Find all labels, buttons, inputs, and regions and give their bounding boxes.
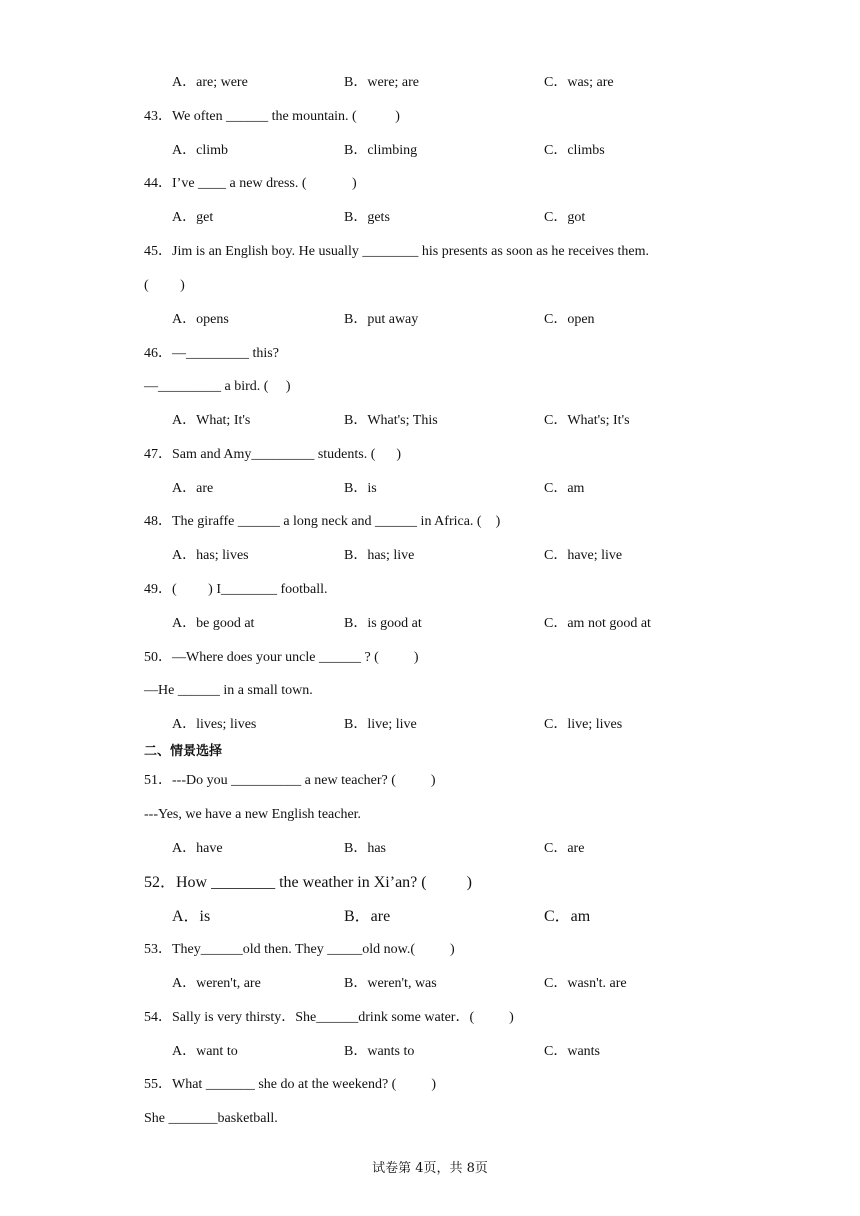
option-a: A．climb [172,143,228,158]
option-b: B．has [344,841,386,856]
question-text: 47．Sam and Amy_________ students. ( ) [144,447,402,462]
option-a: A．are [172,481,214,496]
question-text: 49．( ) I________ football. [144,582,328,597]
option-b: B．is good at [344,616,422,631]
option-a: A．have [172,841,223,856]
question-text: 54．Sally is very thirsty．She______drink some water．( ) [144,1010,514,1025]
question-text: 51．---Do you __________ a new teacher? ( ) [144,773,436,788]
question-text: 50．—Where does your uncle ______ ? ( ) [144,650,419,665]
answer-options [0,907,860,925]
question-text: 53．They______old then. They _____old now.( ) [144,942,455,957]
answer-options [0,840,860,858]
option-a: A．has; lives [172,548,249,563]
option-c: C．What's; It's [544,413,630,428]
option-c: C．am [544,908,591,925]
question-text: 48．The giraffe ______ a long neck and ______ in Africa. ( ) [144,514,501,529]
question-text: 45．Jim is an English boy. He usually ________ his presents as soon as he receives them. [144,244,649,259]
option-a: A．opens [172,312,229,327]
option-c: C．was; are [544,75,614,90]
option-c: C．have; live [544,548,623,563]
option-c: C．climbs [544,143,605,158]
answer-options [0,209,860,227]
option-c: C．wasn't. are [544,976,627,991]
answer-options [0,74,860,92]
question-text: —He ______ in a small town. [144,683,313,698]
answer-options [0,311,860,329]
answer-options [0,975,860,993]
option-a: A．get [172,210,214,225]
option-a: A．weren't, are [172,976,261,991]
answer-options [0,412,860,430]
option-b: B．wants to [344,1044,415,1059]
question-text: 43．We often ______ the mountain. ( ) [144,109,400,124]
option-c: C．are [544,841,585,856]
option-a: A．be good at [172,616,255,631]
question-text: 55．What _______ she do at the weekend? ( ) [144,1077,436,1092]
question-text: —_________ a bird. ( ) [144,379,291,394]
option-b: B．What's; This [344,413,438,428]
question-text: 52．How ________ the weather in Xi’an? ( ) [144,874,472,891]
option-c: C．am not good at [544,616,651,631]
page-footer: 试卷第 4页，共 8页 [372,1161,488,1176]
option-b: B．put away [344,312,419,327]
answer-options [0,547,860,565]
option-c: C．live; lives [544,717,623,732]
option-b: B．are [344,908,391,925]
option-c: C．wants [544,1044,600,1059]
question-text: ---Yes, we have a new English teacher. [144,807,362,822]
option-a: A．lives; lives [172,717,257,732]
answer-options [0,480,860,498]
option-c: C．open [544,312,595,327]
option-b: B．has; live [344,548,415,563]
question-text: ( ) [144,278,185,293]
option-a: A．What; It's [172,413,251,428]
option-c: C．got [544,210,586,225]
answer-options [0,1043,860,1061]
question-text: 44．I’ve ____ a new dress. ( ) [144,176,357,191]
option-b: B．climbing [344,143,418,158]
section-heading: 二、情景选择 [144,744,223,759]
option-a: A．want to [172,1044,238,1059]
option-b: B．is [344,481,377,496]
answer-options [0,615,860,633]
option-b: B．live; live [344,717,417,732]
answer-options [0,142,860,160]
answer-options [0,716,860,734]
option-a: A．is [172,908,211,925]
option-a: A．are; were [172,75,248,90]
question-text: 46．—_________ this? [144,346,279,361]
option-b: B．gets [344,210,390,225]
option-b: B．were; are [344,75,420,90]
option-b: B．weren't, was [344,976,437,991]
option-c: C．am [544,481,585,496]
question-text: She _______basketball. [144,1111,278,1126]
